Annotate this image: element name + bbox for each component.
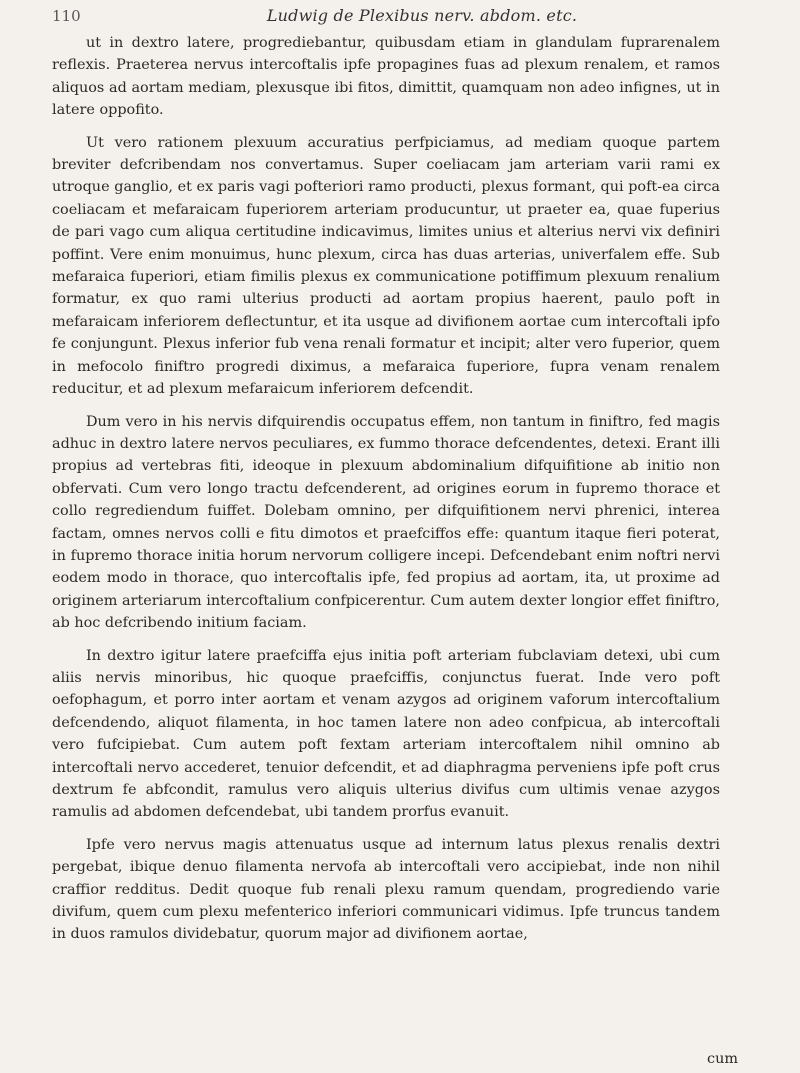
paragraph-5: Ipfe vero nervus magis attenuatus usque ad internum latus plexus renalis dextri pergebat, ibique denuo filamenta nervofa ab intercoftali vero accipiebat, inde non nihil craffior redditus. Dedit quoque fub renali plexu ramum quendam, progrediendo varie divifum, quem cum plexu mefenterico inferiori communicari vidimus. Ipfe truncus tandem in duos ramulos dividebatur, quorum major ad divifionem aortae, [52,836,720,943]
catchword: cum [707,1051,738,1067]
body-text [52,32,720,946]
page-header [52,6,740,32]
running-head: Ludwig de Plexibus nerv. abdom. etc. [266,6,578,25]
paragraph-2: Ut vero rationem plexuum accuratius perfpiciamus, ad mediam quoque partem breviter defcribendam nos convertamus. Super coeliacam jam arteriam varii rami ex utroque ganglio, et ex paris vagi pofteriori ramo producti, plexus formant, qui poft-ea circa coeliacam et mefaraicam fuperiorem arteriam producuntur, ut praeter ea, quae fuperius de pari vago cum aliqua certitudine indicavimus, limites unius et alterius nervi vix definiri poffint. Vere enim monuimus, hunc plexum, circa has duas arterias, univerfalem effe. Sub mefaraica fuperiori, etiam fimilis plexus ex communicatione potiffimum plexuum renalium formatur, ex quo rami ulterius producti ad aortam propius haerent, paulo poft in mefaraicam inferiorem deflectuntur, et ita usque ad divifionem aortae cum intercoftali ipfo fe conjungunt. Plexus inferior fub vena renali formatur et incipit; alter vero fuperior, quem in mefocolo finiftro progredi diximus, a mefaraica fuperiore, fupra venam renalem reducitur, et ad plexum mefaraicum inferiorem defcendit. [52,134,720,398]
page-number: 110 [52,7,81,25]
paragraph-3: Dum vero in his nervis difquirendis occupatus effem, non tantum in finiftro, fed magis adhuc in dextro latere nervos peculiares, ex fummo thorace defcendentes, detexi. Erant illi propius ad vertebras fiti, ideoque in plexuum abdominalium difquifitione ab initio non obfervati. Cum vero longo tractu defcenderent, ad origines eorum in fupremo thorace et collo regrediendum fuiffet. Dolebam omnino, per difquifitionem nervi phrenici, interea factam, omnes nervos colli e fitu dimotos et praefciffos effe: quantum itaque fieri poterat, in fupremo thorace initia horum nervorum colligere incepi. Defcendebant enim noftri nervi eodem modo in thorace, quo intercoftalis ipfe, fed propius ad aortam, ita, ut proxime ad originem arteriarum intercoftalium confpicerentur. Cum autem dexter longior effet finiftro, ab hoc defcribendo initium faciam. [52,413,720,632]
paragraph-4: In dextro igitur latere praefciffa ejus initia poft arteriam fubclaviam detexi, ubi cum aliis nervis minoribus, hic quoque praefciffis, conjunctus fuerat. Inde vero poft oefophagum, et porro inter aortam et venam azygos ad originem vaforum intercoftalium defcendendo, aliquot filamenta, in hoc tamen latere non adeo confpicua, ab intercoftali vero fufcipiebat. Cum autem poft fextam arteriam intercoftalem nihil omnino ab intercoftali nervo accederet, tenuior defcendit, et ad diaphragma perveniens ipfe poft crus dextrum fe abfcondit, ramulus vero aliquis ulterius divifus cum ultimis venae azygos ramulis ad abdomen defcendebat, ubi tandem prorfus evanuit. [52,647,720,821]
paragraph-1: ut in dextro latere, progrediebantur, quibusdam etiam in glandulam fuprarenalem reflexis. Praeterea nervus intercoftalis ipfe propagines fuas ad plexum renalem, et ramos aliquos ad aortam mediam, plexusque ibi fitos, dimittit, quamquam non adeo infignes, ut in latere oppofito. [52,35,720,119]
